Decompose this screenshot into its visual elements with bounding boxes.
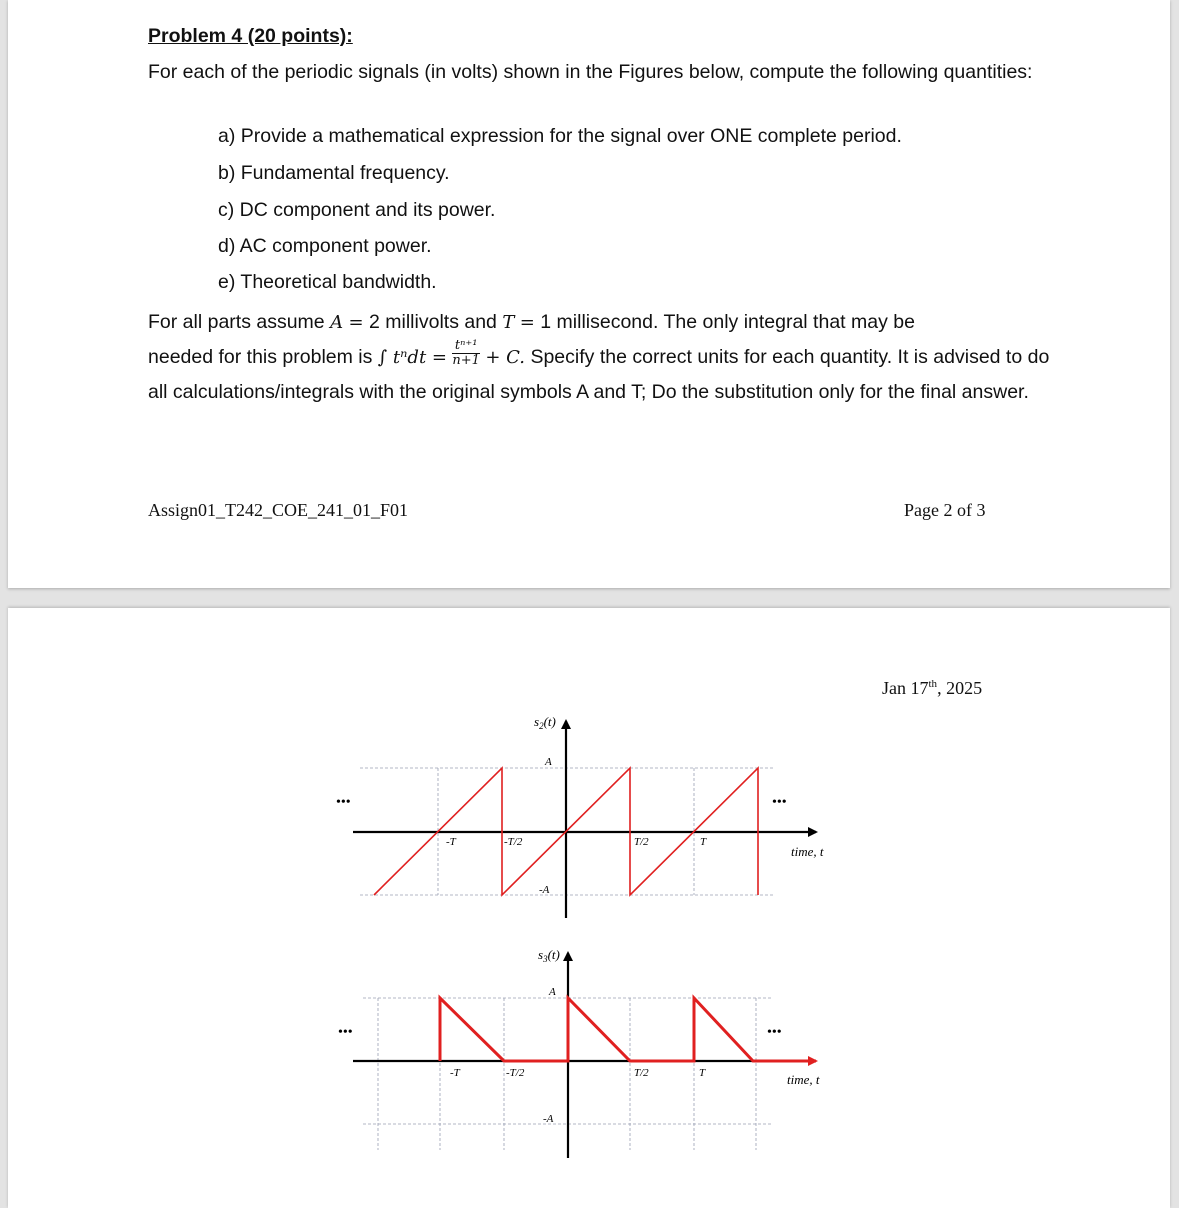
s2-xlabel: time, t	[791, 844, 824, 859]
s2-dots-left: •••	[336, 795, 351, 810]
s3-tick-neg-t: -T	[450, 1067, 460, 1079]
s2-level-a: A	[545, 756, 552, 768]
item-a: a) Provide a mathematical expression for the signal over ONE complete period.	[218, 125, 902, 147]
figure-s2	[336, 714, 824, 918]
s2-dots-right: •••	[772, 795, 787, 810]
eq-a: =	[348, 312, 364, 333]
s3-level-a: A	[549, 986, 556, 998]
s2-ylabel: $s_2(t)$	[534, 714, 556, 731]
date-text: Jan 17	[882, 678, 929, 698]
integral-expression: ∫ tⁿdt =	[377, 347, 447, 368]
page-1	[8, 0, 1170, 588]
item-c: c) DC component and its power.	[218, 199, 496, 221]
date-year: , 2025	[937, 678, 983, 698]
s3-tick-t: T	[699, 1067, 706, 1079]
fraction-denominator: n+1	[452, 353, 480, 369]
var-t: T	[502, 312, 515, 333]
s3-dots-right: •••	[767, 1025, 782, 1040]
s3-dots-left: •••	[338, 1025, 353, 1040]
after-c-text: Specify the correct units for each quantity. It is	[530, 346, 928, 368]
eq-t: =	[519, 312, 535, 333]
s2-level-neg-a: -A	[539, 884, 550, 896]
para-start: For all parts assume	[148, 311, 325, 333]
item-b: b) Fundamental frequency.	[218, 162, 450, 184]
s3-tick-t2: T/2	[634, 1067, 649, 1079]
item-d: d) AC component power.	[218, 235, 432, 257]
item-e: e) Theoretical bandwidth.	[218, 271, 437, 293]
figures-svg	[8, 608, 1170, 1208]
s2-tick-neg-t: -T	[446, 836, 456, 848]
problem-title: Problem 4 (20 points):	[148, 25, 353, 47]
var-a: A	[330, 312, 344, 333]
figure-s3	[338, 947, 820, 1158]
s2-tick-t2: T/2	[634, 836, 649, 848]
val-a: 2 millivolts and	[369, 311, 497, 333]
s3-signal	[440, 998, 816, 1061]
val-t: 1 millisecond. The only integral that may be	[540, 311, 915, 333]
s2-tick-neg-t2: -T/2	[504, 836, 523, 848]
problem-intro: For each of the periodic signals (in volts) shown in the Figures below, compute the following quantities:	[148, 61, 1033, 83]
s3-xlabel: time, t	[787, 1072, 820, 1087]
footer-assignment-id: Assign01_T242_COE_241_01_F01	[148, 500, 409, 520]
integral-fraction	[452, 339, 480, 368]
footer-page-number: Page 2 of 3	[904, 500, 986, 520]
fraction-numerator: tⁿ⁺¹	[452, 339, 480, 354]
s3-tick-neg-t2: -T/2	[506, 1067, 525, 1079]
assumptions-paragraph	[148, 305, 1053, 409]
date-suffix: th	[928, 678, 938, 690]
page-2	[8, 608, 1170, 1208]
advice-text: advised to do all calculations/integrals with the original symbols A and T; Do the substitution only for the final answer.	[148, 346, 1050, 403]
s3-ylabel: $s_3(t)$	[538, 947, 560, 964]
s3-level-neg-a: -A	[543, 1113, 554, 1125]
s2-tick-t: T	[700, 836, 707, 848]
plus-c: + C.	[485, 347, 526, 368]
needed-text: needed for this problem is	[148, 346, 373, 368]
